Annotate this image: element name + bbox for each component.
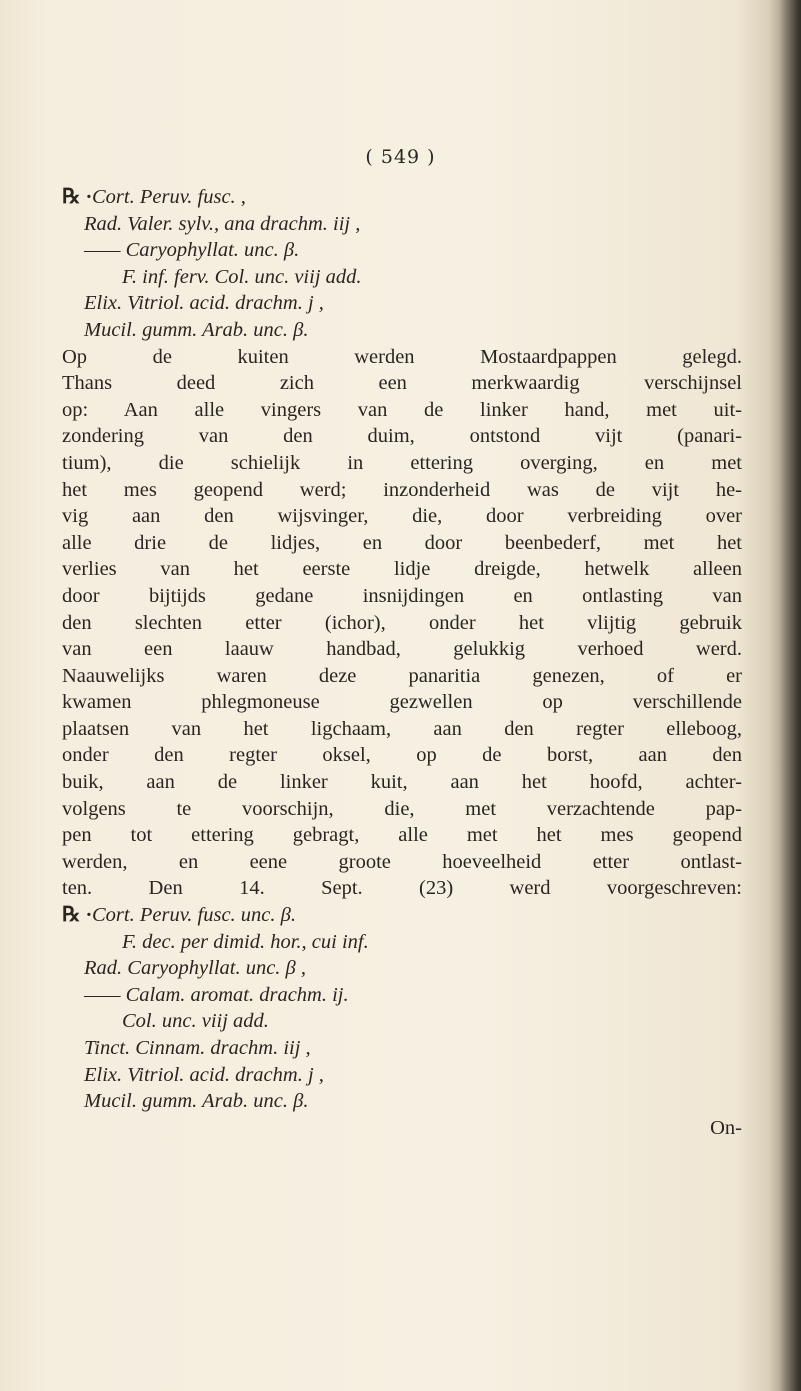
page-text (62, 184, 742, 1141)
text-line (62, 636, 742, 663)
text-line (62, 610, 742, 637)
line-text: ten. Den 14. Sept. (23) werd voorgeschreven: (62, 877, 742, 900)
text-line (62, 742, 742, 769)
text-line (62, 796, 742, 823)
line-text: Rad. Valer. sylv., ana drachm. iij , (84, 212, 361, 235)
text-line (62, 716, 742, 743)
line-text: zondering van den duim, ontstond vijt (panari- (62, 425, 742, 448)
line-text: Mucil. gumm. Arab. unc. β. (84, 1090, 309, 1113)
text-line (62, 1008, 742, 1035)
line-text: op: Aan alle vingers van de linker hand, met uit- (62, 398, 742, 421)
line-text: plaatsen van het ligchaam, aan den regter elleboog, (62, 717, 742, 740)
line-text: pen tot ettering gebragt, alle met het mes geopend (62, 824, 742, 847)
text-line (62, 344, 742, 371)
line-text: Cort. Peruv. fusc. unc. β. (92, 904, 296, 927)
recipe-symbol: ℞ · (62, 186, 93, 208)
text-line (62, 237, 742, 264)
text-line (62, 556, 742, 583)
line-text: het mes geopend werd; inzonderheid was de vijt he- (62, 478, 742, 501)
text-line (62, 184, 742, 211)
text-line (62, 423, 742, 450)
text-line (62, 290, 742, 317)
text-line (62, 211, 742, 238)
line-text: Thans deed zich een merkwaardig verschijnsel (62, 372, 742, 395)
text-line (62, 1035, 742, 1062)
book-spine-shadow (779, 0, 801, 1391)
text-line (62, 1062, 742, 1089)
text-line (62, 530, 742, 557)
line-text: Elix. Vitriol. acid. drachm. j , (84, 1063, 324, 1086)
text-line (62, 583, 742, 610)
text-line (62, 477, 742, 504)
text-line (62, 397, 742, 424)
text-line (62, 875, 742, 902)
line-text: alle drie de lidjes, en door beenbederf, met het (62, 531, 742, 554)
line-text: den slechten etter (ichor), onder het vlijtig gebruik (62, 611, 742, 634)
line-text: Rad. Caryophyllat. unc. β , (84, 957, 307, 980)
line-text: onder den regter oksel, op de borst, aan den (62, 744, 742, 767)
recipe-symbol: ℞ · (62, 904, 93, 927)
text-line (62, 450, 742, 477)
line-text: kwamen phlegmoneuse gezwellen op verschillende (62, 691, 742, 714)
line-text: buik, aan de linker kuit, aan het hoofd, achter- (62, 771, 742, 794)
line-text: werden, en eene groote hoeveelheid etter ontlast- (62, 850, 742, 873)
text-line (62, 689, 742, 716)
text-line (62, 929, 742, 956)
text-line (62, 849, 742, 876)
page-number: ( 549 ) (365, 146, 436, 168)
line-text: Col. unc. viij add. (122, 1010, 269, 1033)
line-text: door bijtijds gedane insnijdingen en ontlasting van (62, 584, 742, 607)
text-line (62, 769, 742, 796)
line-text: Tinct. Cinnam. drachm. iij , (84, 1037, 311, 1059)
text-line (62, 1115, 742, 1142)
line-text: tium), die schielijk in ettering overging, en met (62, 451, 742, 474)
line-text: vig aan den wijsvinger, die, door verbreiding over (62, 505, 742, 528)
line-text: Elix. Vitriol. acid. drachm. j , (84, 292, 324, 315)
line-text: Op de kuiten werden Mostaardpappen gelegd. (62, 345, 742, 368)
line-text: F. inf. ferv. Col. unc. viij add. (122, 265, 362, 288)
text-line (62, 902, 742, 929)
text-line (62, 822, 742, 849)
text-line (62, 317, 742, 344)
text-line (62, 982, 742, 1009)
line-text: volgens te voorschijn, die, met verzachtende pap- (62, 797, 742, 820)
line-text: van een laauw handbad, gelukkig verhoed werd. (62, 638, 742, 661)
text-line (62, 370, 742, 397)
text-line (62, 663, 742, 690)
text-line (62, 503, 742, 530)
text-line (62, 955, 742, 982)
text-line (62, 264, 742, 291)
text-line (62, 1088, 742, 1115)
line-text: F. dec. per dimid. hor., cui inf. (122, 930, 369, 953)
line-text: Cort. Peruv. fusc. , (92, 186, 246, 208)
line-text: —— Calam. aromat. drachm. ij. (84, 983, 349, 1006)
line-text: Mucil. gumm. Arab. unc. β. (84, 318, 309, 341)
line-text: Naauwelijks waren deze panaritia genezen, of er (62, 664, 742, 687)
line-text: On- (710, 1116, 742, 1139)
line-text: verlies van het eerste lidje dreigde, hetwelk alleen (62, 558, 742, 581)
line-text: —— Caryophyllat. unc. β. (84, 239, 300, 262)
